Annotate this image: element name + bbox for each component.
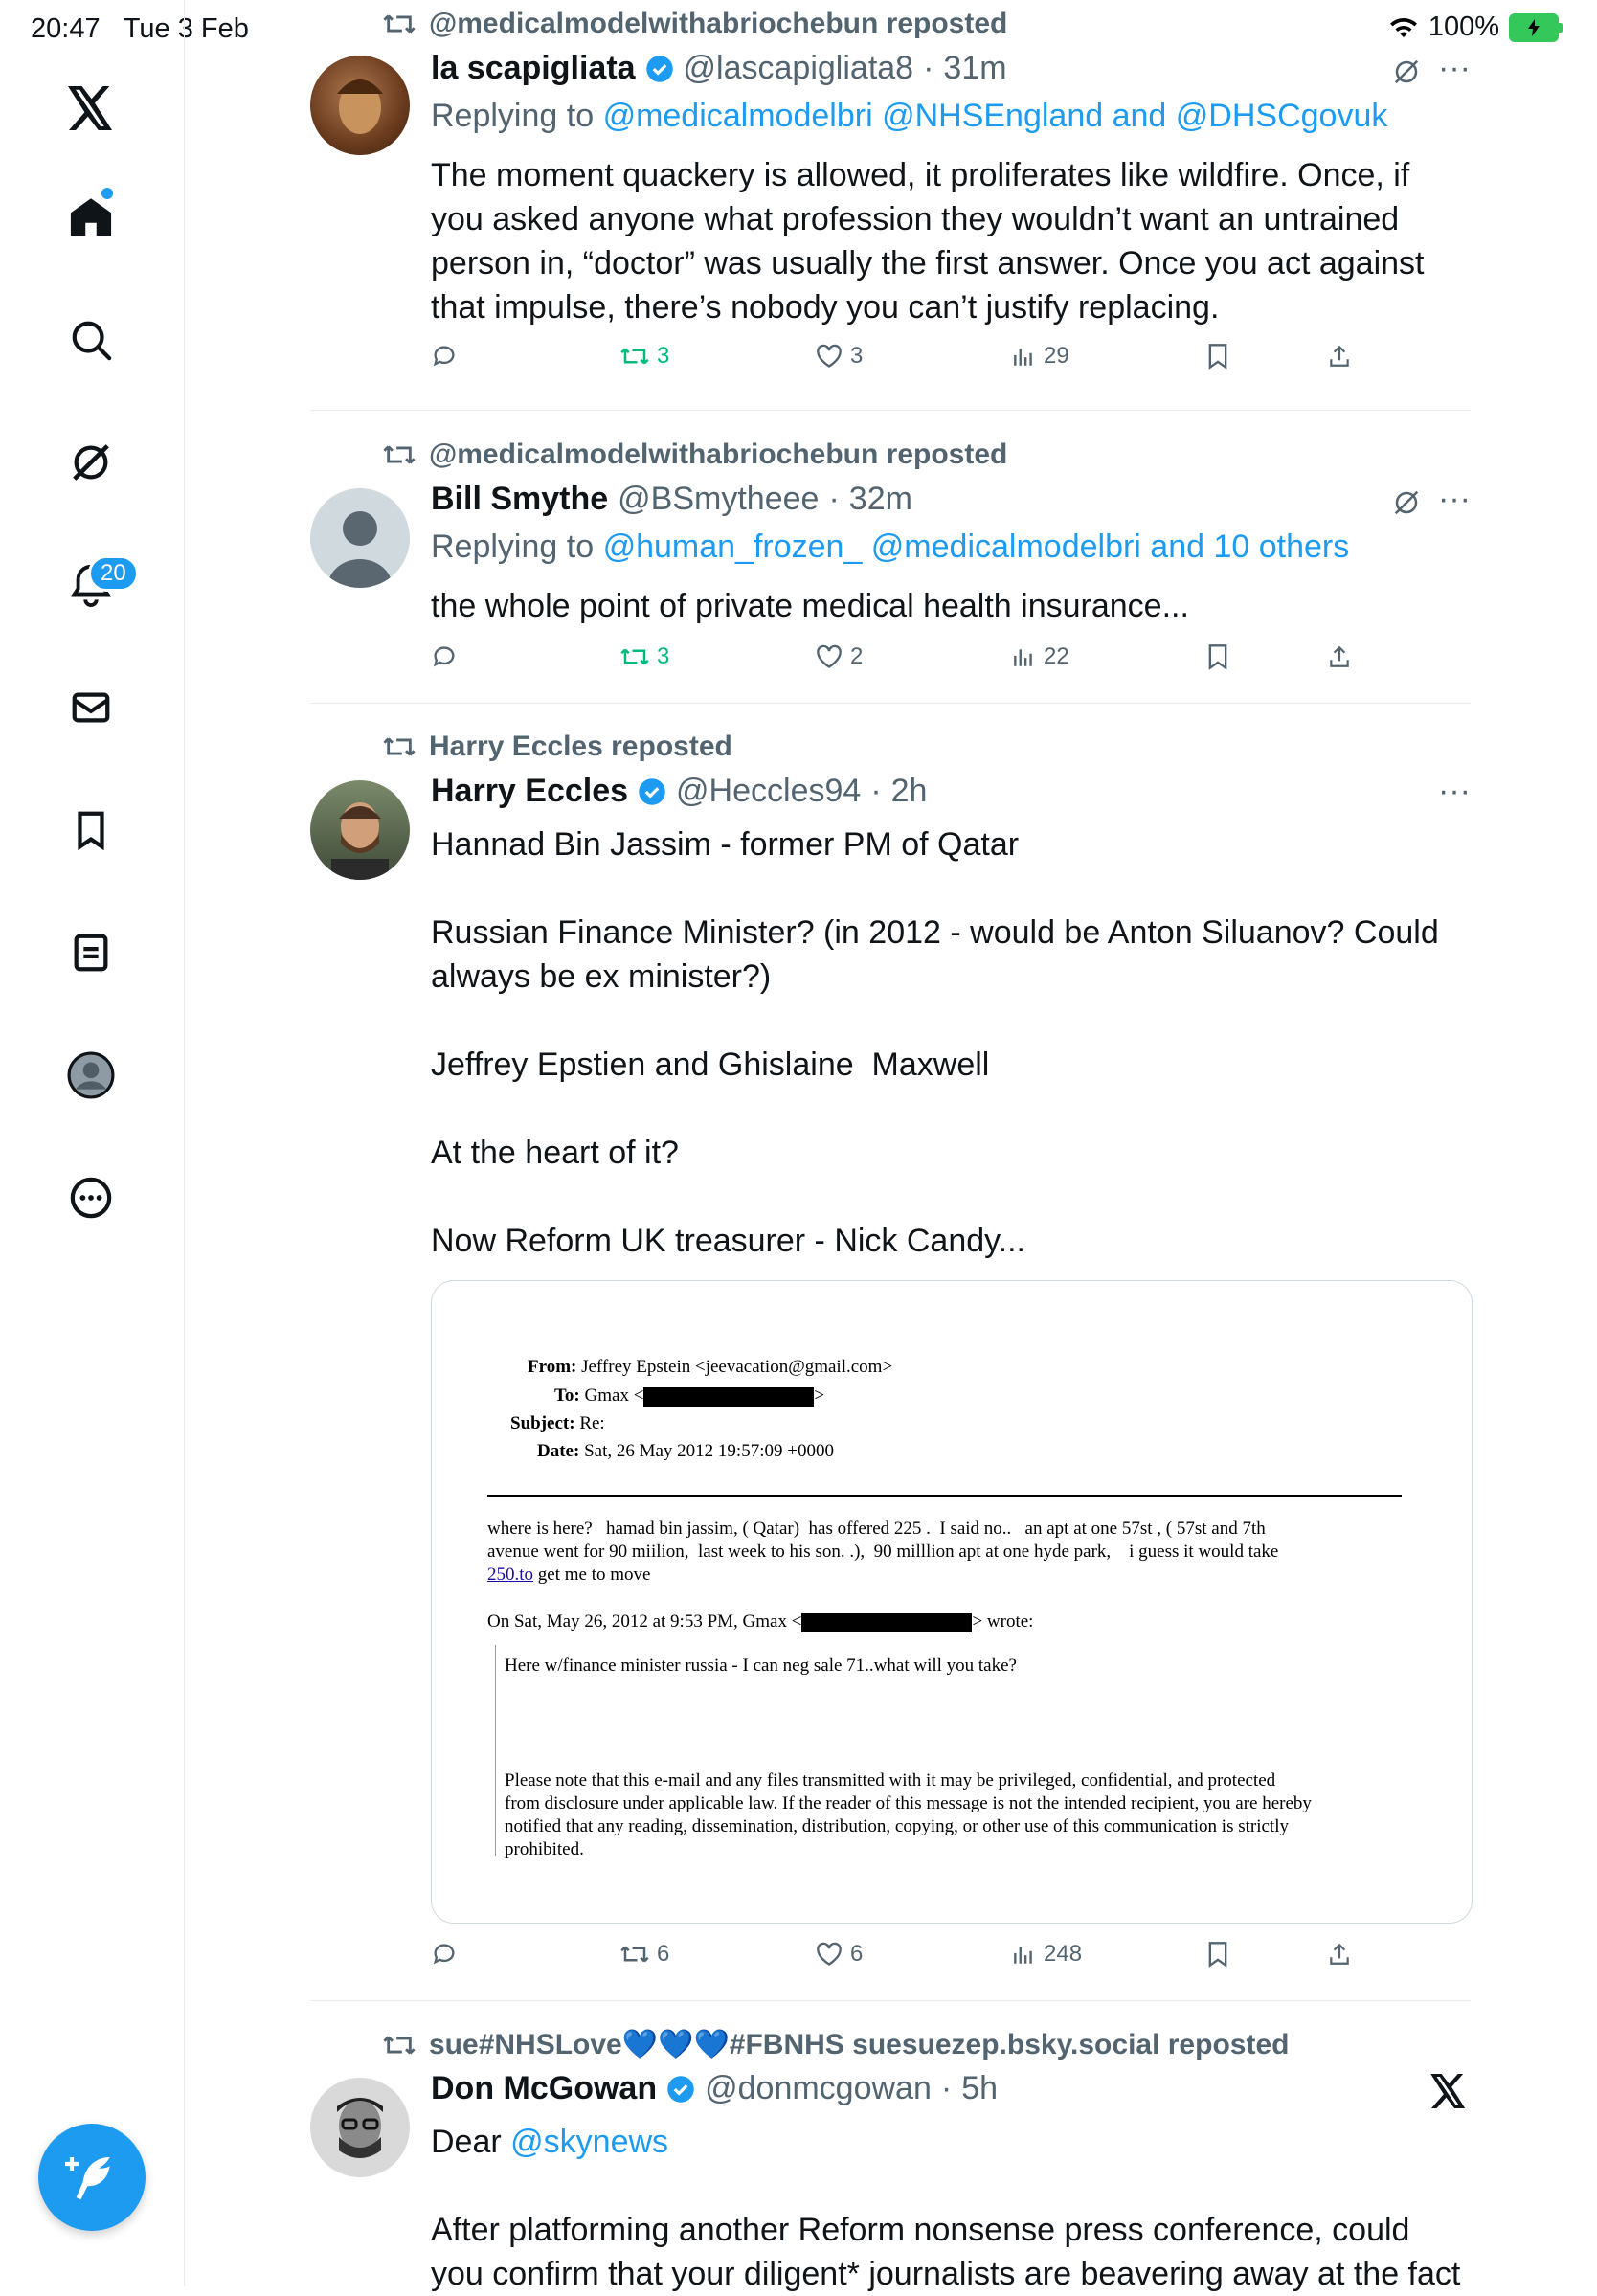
bookmark-icon (1206, 343, 1229, 370)
repost-count: 6 (657, 1941, 670, 1967)
views-icon (1011, 645, 1036, 668)
post-text: Hannad Bin Jassim - former PM of Qatar Russian Finance Minister? (in 2012 - would be Anton Siluanov? Could always be ex minister?) Jeffrey Epstien and Ghislaine Maxwell At the heart of it? Now Reform UK treasurer - Nick Candy... (431, 826, 1439, 1259)
author-name[interactable]: Bill Smythe (431, 481, 609, 517)
reply-button[interactable] (431, 1941, 458, 1968)
views-icon (1011, 345, 1036, 368)
bookmark-button[interactable] (1206, 343, 1229, 370)
views-icon (1011, 1943, 1036, 1966)
repost-icon (620, 645, 649, 668)
more-icon[interactable] (57, 1164, 124, 1231)
author-name[interactable]: Harry Eccles (431, 773, 629, 809)
email-to: To: Gmax < > (554, 1385, 825, 1406)
redaction-bar (801, 1613, 972, 1632)
status-bar-time: 20:47 Tue 3 Feb (31, 13, 249, 44)
verified-badge-icon (666, 2075, 695, 2104)
compose-feather-icon (65, 2150, 119, 2204)
reply-button[interactable] (431, 343, 458, 370)
post-text: the whole point of private medical health insurance... (431, 588, 1189, 624)
view-count: 248 (1044, 1941, 1083, 1967)
repost-icon (383, 442, 416, 467)
action-bar (431, 643, 1350, 682)
heart-icon (816, 644, 843, 669)
like-button[interactable] (816, 1941, 863, 1968)
repost-button[interactable] (620, 343, 669, 370)
views-button[interactable] (1011, 343, 1069, 370)
post-text-continued: After platforming another Reform nonsense press conference, could you confirm that your diligent* journalists are beavering away at the fact (431, 2212, 1461, 2292)
post-media-image[interactable] (431, 1280, 1473, 1924)
battery-percent: 100% (1428, 11, 1499, 42)
author-handle[interactable]: @BSmytheee (618, 481, 820, 517)
x-logo-icon[interactable] (57, 75, 124, 142)
x-logo-icon (1430, 2074, 1467, 2108)
views-button[interactable] (1011, 643, 1069, 670)
repost-icon (383, 2033, 416, 2058)
repost-count: 3 (657, 643, 670, 669)
post-text: The moment quackery is allowed, it proliferates like wildfire. Once, if you asked anyone what profession they wouldn’t want an untrained person in, “doctor” was usually the first answer. Once you act against that impulse, there’s nobody you can’t justify replacing. (431, 157, 1425, 326)
email-body-line: avenue went for 90 miilion, last week to his son. .), 90 milllion apt at one hyde park, i guess it would take (487, 1542, 1279, 1562)
reply-icon (431, 343, 458, 370)
bookmarks-icon[interactable] (57, 797, 124, 864)
grok-icon[interactable] (57, 429, 124, 496)
email-body-line: where is here? hamad bin jassim, ( Qatar) has offered 225 . I said no.. an apt at one 57st , ( 57st and 7th (487, 1519, 1266, 1539)
email-from: From: Jeffrey Epstein <jeevacation@gmail.com> (528, 1357, 893, 1377)
replying-to: Replying to @medicalmodelbri @NHSEngland and @DHSCgovuk (431, 98, 1388, 134)
heart-icon (816, 1942, 843, 1967)
share-button[interactable] (1327, 1941, 1352, 1968)
repost-indicator: @medicalmodelwithabriochebun reposted (383, 439, 1007, 471)
email-disclaimer: from disclosure under applicable law. If the reader of this message is not the intended recipient, you are hereby (505, 1793, 1312, 1813)
view-count: 22 (1044, 643, 1069, 669)
post-time[interactable]: 31m (943, 50, 1007, 86)
more-options-icon[interactable]: ··· (1438, 50, 1471, 86)
repost-icon (383, 11, 416, 36)
avatar[interactable] (310, 56, 410, 155)
author-handle[interactable]: @lascapigliata8 (683, 50, 914, 86)
repost-count: 3 (657, 343, 670, 369)
share-icon (1327, 643, 1352, 670)
share-icon (1327, 343, 1352, 370)
status-bar-right (1388, 11, 1559, 43)
grok-icon[interactable] (1392, 488, 1421, 517)
author-name[interactable]: la scapigliata (431, 50, 636, 86)
mention-link[interactable]: @skynews (510, 2124, 669, 2160)
like-count: 2 (850, 643, 864, 669)
share-icon (1327, 1941, 1352, 1968)
email-disclaimer: Please note that this e-mail and any files transmitted with it may be privileged, confidential, and protected (505, 1770, 1276, 1790)
repost-indicator: @medicalmodelwithabriochebun reposted (383, 8, 1007, 40)
search-icon[interactable] (57, 306, 124, 373)
repost-icon (383, 734, 416, 759)
messages-icon[interactable] (57, 674, 124, 741)
reply-button[interactable] (431, 643, 458, 670)
bookmark-icon (1206, 643, 1229, 670)
email-subject: Subject: Re: (510, 1413, 605, 1433)
email-date: Date: Sat, 26 May 2012 19:57:09 +0000 (537, 1441, 834, 1461)
like-count: 3 (850, 343, 864, 369)
verified-badge-icon (645, 55, 674, 83)
post-header: Harry Eccles @Heccles94 · 2h (431, 773, 928, 809)
lists-icon[interactable] (57, 919, 124, 986)
grok-icon[interactable] (1392, 57, 1421, 86)
author-name[interactable]: Don McGowan (431, 2070, 658, 2106)
post-header: Don McGowan @donmcgowan · 5h (431, 2070, 999, 2106)
battery-icon (1509, 13, 1559, 42)
heart-icon (816, 344, 843, 369)
post-divider (310, 2000, 1471, 2001)
post-header: la scapigliata @lascapigliata8 · 31m (431, 50, 1007, 86)
notifications-badge: 20 (88, 555, 139, 592)
wifi-icon (1388, 16, 1419, 39)
reply-icon (431, 643, 458, 670)
post-time[interactable]: 5h (961, 2070, 999, 2106)
post-header: Bill Smythe @BSmytheee · 32m (431, 481, 912, 517)
verified-badge-icon (638, 777, 666, 806)
repost-button[interactable] (620, 1941, 669, 1968)
email-disclaimer: prohibited. (505, 1839, 584, 1859)
action-bar (431, 343, 1350, 381)
reply-mentions[interactable]: @medicalmodelbri @NHSEngland and @DHSCgovuk (602, 98, 1388, 134)
bookmark-button[interactable] (1206, 643, 1229, 670)
views-button[interactable] (1011, 1941, 1082, 1968)
author-handle[interactable]: @Heccles94 (676, 773, 862, 809)
repost-icon (620, 1943, 649, 1966)
home-icon[interactable] (57, 184, 124, 251)
repost-icon (620, 345, 649, 368)
sidebar-divider (184, 1259, 185, 2286)
avatar[interactable] (310, 2078, 410, 2177)
bookmark-button[interactable] (1206, 1941, 1229, 1968)
avatar[interactable] (310, 780, 410, 880)
like-count: 6 (850, 1941, 864, 1967)
replying-to: Replying to @human_frozen_ @medicalmodelbri and 10 others (431, 529, 1350, 565)
share-button[interactable] (1327, 343, 1352, 370)
email-disclaimer: notified that any reading, dissemination, distribution, copying, or other use of this communication is strictly (505, 1816, 1289, 1836)
repost-indicator: sue#NHSLove💙💙💙#FBNHS suesuezep.bsky.social reposted (383, 2028, 1289, 2061)
home-notification-dot (101, 188, 113, 199)
reply-icon (431, 1941, 458, 1968)
email-body-line: 250.to get me to move (487, 1564, 651, 1585)
quote-bar (495, 1645, 496, 1856)
post-divider (310, 703, 1471, 704)
post-time[interactable]: 2h (890, 773, 928, 809)
post-time[interactable]: 32m (848, 481, 912, 517)
repost-button[interactable] (620, 643, 669, 670)
more-options-icon[interactable]: ··· (1438, 481, 1471, 517)
avatar[interactable] (310, 488, 410, 588)
post-text: Dear @skynews (431, 2124, 669, 2160)
bookmark-icon (1206, 1941, 1229, 1968)
view-count: 29 (1044, 343, 1069, 369)
action-bar (431, 1941, 1350, 1979)
email-quote-intro: On Sat, May 26, 2012 at 9:53 PM, Gmax < > wrote: (487, 1611, 1034, 1632)
author-handle[interactable]: @donmcgowan (705, 2070, 932, 2106)
reply-mentions[interactable]: @human_frozen_ @medicalmodelbri and 10 others (602, 529, 1350, 565)
like-button[interactable] (816, 343, 863, 370)
redaction-bar (643, 1387, 814, 1407)
email-separator (487, 1495, 1402, 1497)
compose-post-button[interactable] (38, 2124, 146, 2231)
more-options-icon[interactable]: ··· (1438, 773, 1471, 809)
like-button[interactable] (816, 643, 863, 670)
profile-avatar-icon[interactable] (57, 1042, 124, 1109)
post-divider (310, 410, 1471, 411)
email-quote-text: Here w/finance minister russia - I can neg sale 71..what will you take? (505, 1655, 1017, 1676)
share-button[interactable] (1327, 643, 1352, 670)
repost-indicator: Harry Eccles reposted (383, 731, 732, 763)
